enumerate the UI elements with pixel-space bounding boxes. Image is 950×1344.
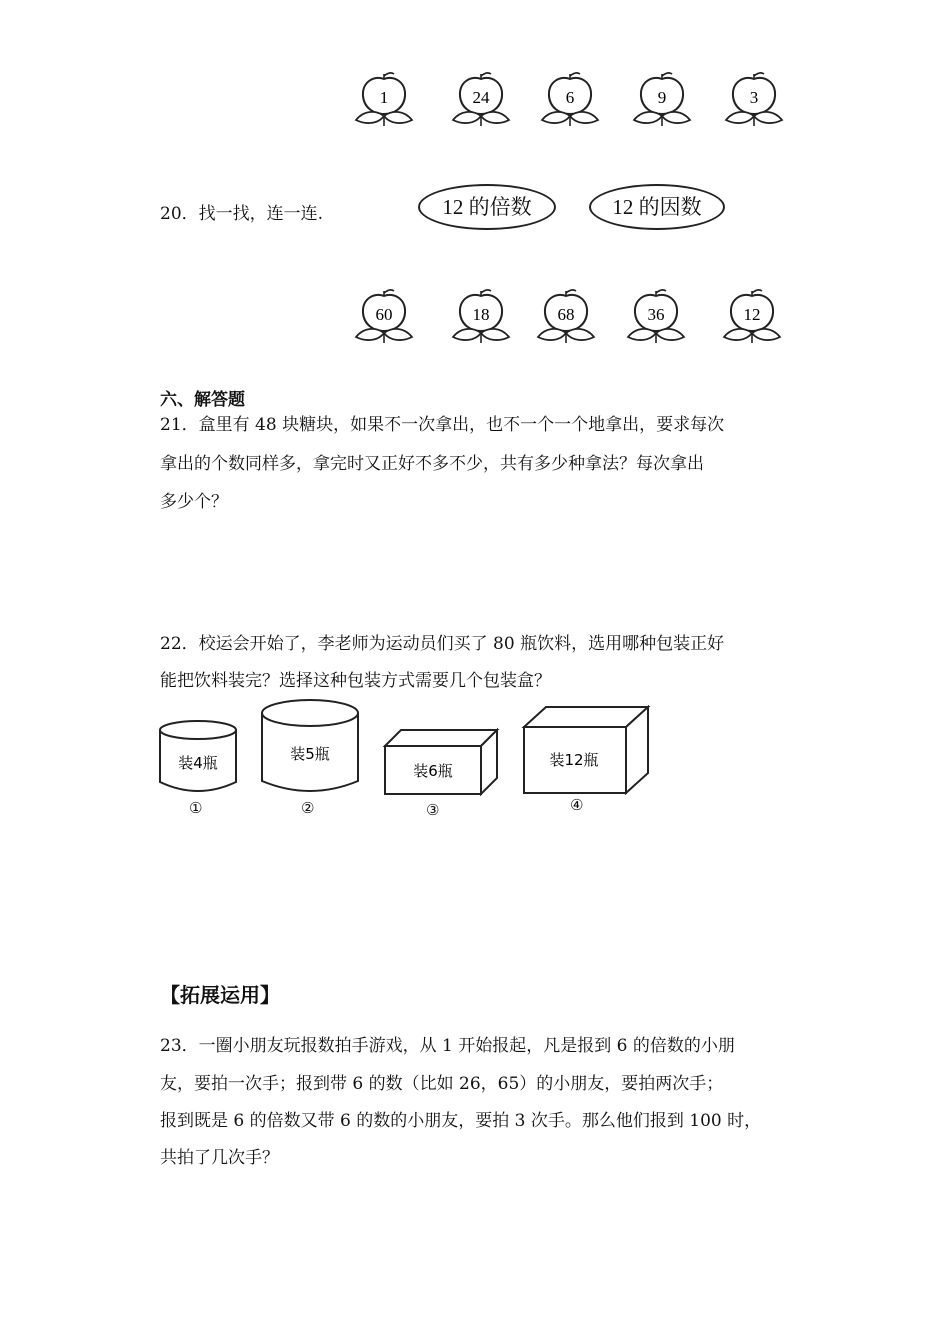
flower-number: 6 <box>565 88 575 107</box>
flower-36[interactable] <box>626 287 686 349</box>
flower-number: 1 <box>379 88 389 107</box>
package-mark-4: ④ <box>570 796 584 814</box>
package-label: 装5瓶 <box>290 745 330 763</box>
q21-line-2: 拿出的个数同样多，拿完时又正好不多不少，共有多少种拿法？每次拿出 <box>160 454 704 474</box>
q22-line-1: 22．校运会开始了，李老师为运动员们买了 80 瓶饮料，选用哪种包装正好 <box>160 634 725 654</box>
package-mark-1: ① <box>189 799 203 817</box>
flower-1[interactable] <box>354 70 414 132</box>
package-5-bottles[interactable] <box>260 697 360 801</box>
flower-24[interactable] <box>451 70 511 132</box>
q21-line-3: 多少个？ <box>160 492 228 512</box>
q21-line-1: 21．盒里有 48 块糖块，如果不一次拿出，也不一个一个地拿出，要求每次 <box>160 415 725 435</box>
flower-12[interactable] <box>722 287 782 349</box>
extension-heading: 【拓展运用】 <box>160 983 280 1007</box>
package-mark-3: ③ <box>426 801 440 819</box>
package-mark-2: ② <box>301 799 315 817</box>
flower-9[interactable] <box>632 70 692 132</box>
flower-number: 3 <box>749 88 759 107</box>
section-6-heading: 六、解答题 <box>160 390 245 410</box>
flower-number: 36 <box>647 305 665 324</box>
oval-factors-of-12[interactable]: 12 的因数 <box>589 184 725 230</box>
q23-line-4: 共拍了几次手？ <box>160 1148 279 1168</box>
package-label: 装12瓶 <box>549 751 599 769</box>
q23-line-2: 友，要拍一次手；报到带 6 的数（比如 26，65）的小朋友，要拍两次手； <box>160 1074 724 1094</box>
flower-number: 9 <box>657 88 667 107</box>
q22-line-2: 能把饮料装完？选择这种包装方式需要几个包装盒？ <box>160 671 551 691</box>
flower-68[interactable] <box>536 287 596 349</box>
flower-number: 18 <box>472 305 490 324</box>
q23-line-1: 23．一圈小朋友玩报数拍手游戏，从 1 开始报起，凡是报到 6 的倍数的小朋 <box>160 1036 735 1056</box>
package-4-bottles[interactable] <box>158 718 238 802</box>
flower-60[interactable] <box>354 287 414 349</box>
flower-3[interactable] <box>724 70 784 132</box>
package-12-bottles[interactable] <box>522 705 652 799</box>
flower-number: 12 <box>743 305 761 324</box>
flower-6[interactable] <box>540 70 600 132</box>
package-label: 装6瓶 <box>413 762 453 780</box>
q23-line-3: 报到既是 6 的倍数又带 6 的数的小朋友，要拍 3 次手。那么他们报到 100 时， <box>160 1111 762 1131</box>
flower-number: 68 <box>557 305 575 324</box>
flower-18[interactable] <box>451 287 511 349</box>
package-label: 装4瓶 <box>178 754 218 772</box>
oval-multiples-of-12[interactable]: 12 的倍数 <box>418 184 556 230</box>
flower-number: 24 <box>472 88 490 107</box>
flower-number: 60 <box>375 305 393 324</box>
q20-label: 20．找一找，连一连. <box>160 204 324 224</box>
package-6-bottles[interactable] <box>383 728 501 800</box>
